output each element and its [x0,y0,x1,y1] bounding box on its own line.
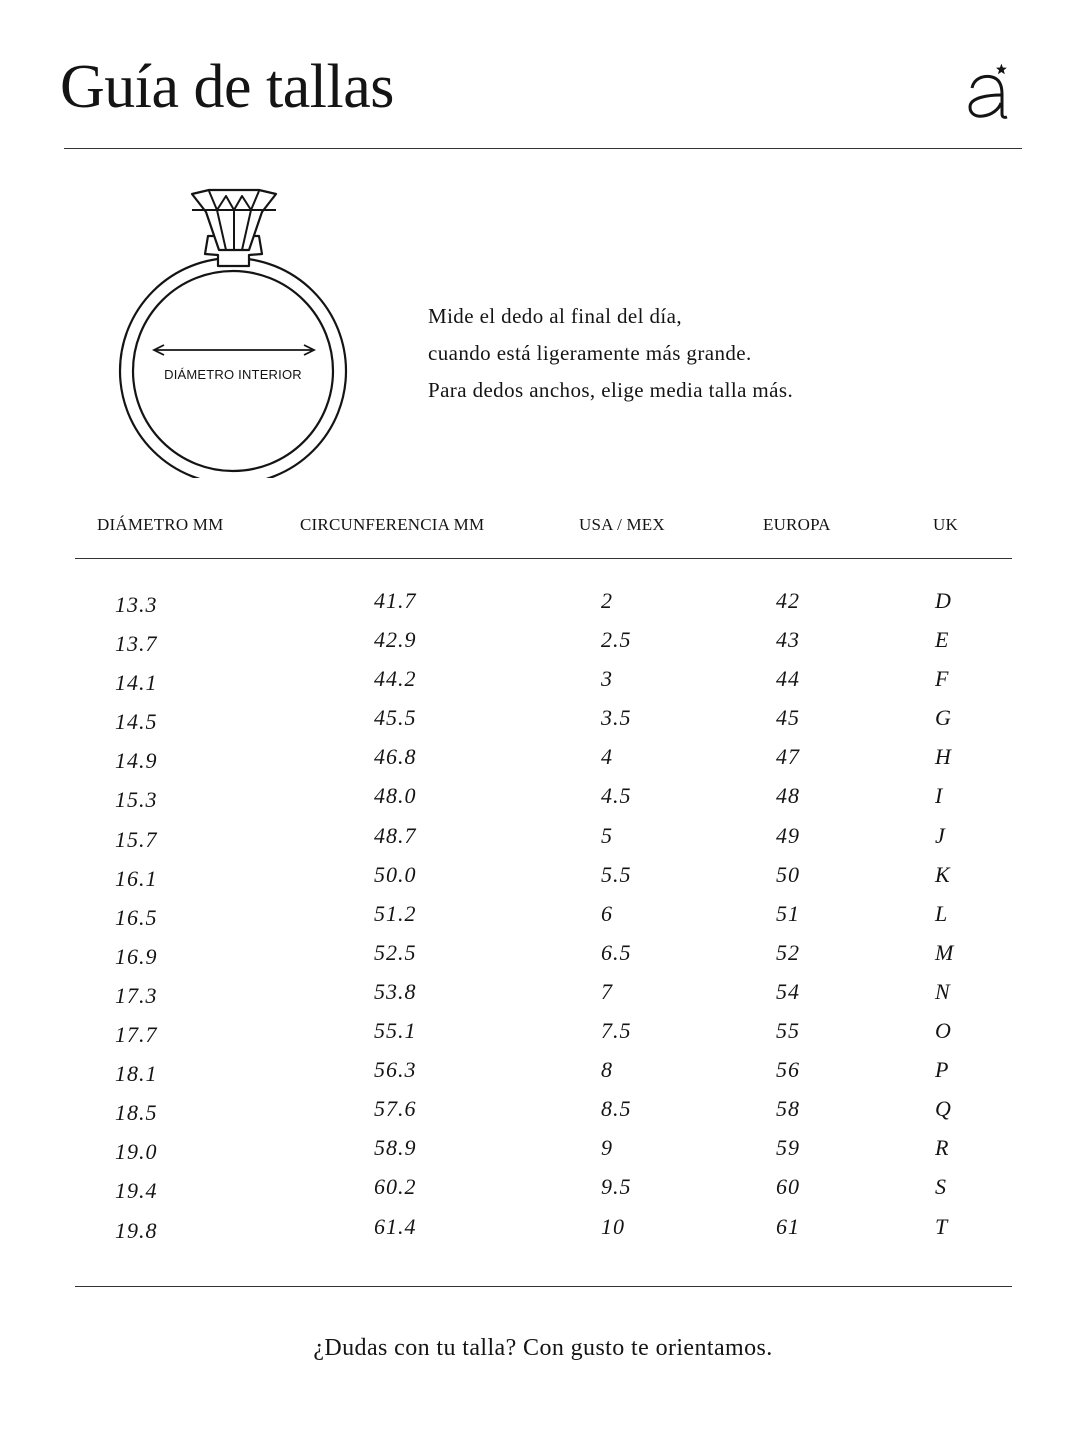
cell-diameter: 14.9 [115,748,158,774]
cell-circumference: 61.4 [374,1213,417,1239]
table-row [0,1018,1086,1057]
cell-usa-mex: 3.5 [601,705,632,731]
cell-uk: N [935,978,951,1004]
table-row [0,1135,1086,1174]
page-title: Guía de tallas [60,53,394,121]
cell-europe: 61 [776,1213,800,1239]
table-row [0,862,1086,901]
cell-diameter: 17.3 [115,982,158,1008]
cell-uk: Q [935,1096,952,1122]
diameter-label: DIÁMETRO INTERIOR [164,367,302,382]
cell-uk: H [935,744,952,770]
cell-uk: L [935,900,949,926]
cell-diameter: 19.0 [115,1139,158,1165]
table-header [0,515,1086,539]
cell-usa-mex: 7.5 [601,1018,632,1044]
cell-usa-mex: 6 [601,900,613,926]
cell-circumference: 53.8 [374,978,417,1004]
cell-europe: 42 [776,588,800,613]
cell-circumference: 51.2 [374,900,417,926]
cell-usa-mex: 7 [601,978,613,1004]
cell-europe: 52 [776,939,800,965]
cell-circumference: 60.2 [374,1174,417,1200]
cell-usa-mex: 4 [601,744,613,770]
cell-diameter: 15.7 [115,826,158,852]
cell-circumference: 55.1 [374,1018,417,1044]
cell-usa-mex: 6.5 [601,939,632,965]
cell-usa-mex: 8.5 [601,1096,632,1122]
cell-diameter: 13.3 [115,592,158,617]
size-table-body [0,588,1086,1253]
title-divider [64,148,1022,149]
table-row [0,783,1086,822]
cell-diameter: 19.8 [115,1217,158,1243]
table-row [0,1096,1086,1135]
cell-europe: 43 [776,627,800,653]
cell-europe: 50 [776,861,800,887]
cell-circumference: 50.0 [374,861,417,887]
cell-uk: I [935,783,944,809]
cell-diameter: 17.7 [115,1022,158,1048]
cell-uk: D [935,588,952,613]
cell-uk: G [935,705,952,731]
table-row [0,588,1086,627]
cell-diameter: 16.5 [115,904,158,930]
cell-circumference: 45.5 [374,705,417,731]
cell-diameter: 15.3 [115,787,158,813]
cell-usa-mex: 3 [601,666,613,692]
cell-circumference: 57.6 [374,1096,417,1122]
cell-europe: 44 [776,666,800,692]
table-row [0,940,1086,979]
cell-usa-mex: 4.5 [601,783,632,809]
table-row [0,979,1086,1018]
cell-usa-mex: 10 [601,1213,625,1239]
cell-circumference: 58.9 [374,1135,417,1161]
table-row [0,1057,1086,1096]
cell-usa-mex: 9.5 [601,1174,632,1200]
footer-note: ¿Dudas con tu talla? Con gusto te orientamos. [313,1335,773,1361]
cell-europe: 51 [776,900,800,926]
intro-text [428,298,793,409]
header-europe: EUROPA [763,515,831,534]
cell-europe: 54 [776,978,800,1004]
table-row [0,666,1086,705]
cell-diameter: 16.9 [115,943,158,969]
ring-diameter-icon [118,188,352,478]
cell-europe: 58 [776,1096,800,1122]
cell-circumference: 44.2 [374,666,417,692]
cell-circumference: 52.5 [374,939,417,965]
cell-uk: P [935,1057,950,1083]
header-diameter: DIÁMETRO MM [97,515,224,534]
table-row [0,1214,1086,1253]
table-bottom-divider [75,1286,1012,1287]
cell-uk: S [935,1174,947,1200]
table-row [0,705,1086,744]
cell-europe: 60 [776,1174,800,1200]
cell-uk: K [935,861,951,887]
cell-diameter: 13.7 [115,631,158,657]
cell-uk: F [935,666,950,692]
header-divider [75,558,1012,559]
cell-uk: O [935,1018,952,1044]
cell-diameter: 19.4 [115,1178,158,1204]
header-uk: UK [933,515,958,534]
intro-line: Para dedos anchos, elige media talla más. [428,378,794,402]
cell-usa-mex: 5.5 [601,861,632,887]
cell-europe: 47 [776,744,800,770]
cell-usa-mex: 5 [601,822,613,848]
cell-usa-mex: 8 [601,1057,613,1083]
table-row [0,744,1086,783]
header-circumference: CIRCUNFERENCIA MM [300,515,485,534]
cell-europe: 55 [776,1018,800,1044]
table-row [0,627,1086,666]
cell-circumference: 56.3 [374,1057,417,1083]
intro-line: Mide el dedo al final del día, [428,304,683,328]
cell-diameter: 16.1 [115,865,158,891]
cell-circumference: 41.7 [374,588,417,613]
cell-usa-mex: 2.5 [601,627,632,653]
cell-circumference: 42.9 [374,627,417,653]
cell-uk: E [935,627,950,653]
cell-diameter: 14.1 [115,670,158,696]
cell-europe: 45 [776,705,800,731]
table-row [0,823,1086,862]
cell-uk: M [935,939,955,965]
cell-circumference: 48.7 [374,822,417,848]
cell-usa-mex: 2 [601,588,613,613]
brand-logo-icon [962,62,1018,124]
cell-diameter: 18.5 [115,1100,158,1126]
intro-line: cuando está ligeramente más grande. [428,341,752,365]
cell-diameter: 14.5 [115,709,158,735]
cell-europe: 59 [776,1135,800,1161]
cell-circumference: 46.8 [374,744,417,770]
cell-europe: 49 [776,822,800,848]
table-row [0,901,1086,940]
table-row [0,1174,1086,1213]
cell-uk: J [935,822,946,848]
cell-usa-mex: 9 [601,1135,613,1161]
header-usa-mex: USA / MEX [579,515,665,534]
cell-uk: T [935,1213,949,1239]
cell-europe: 56 [776,1057,800,1083]
cell-diameter: 18.1 [115,1061,158,1087]
cell-uk: R [935,1135,950,1161]
cell-circumference: 48.0 [374,783,417,809]
cell-europe: 48 [776,783,800,809]
